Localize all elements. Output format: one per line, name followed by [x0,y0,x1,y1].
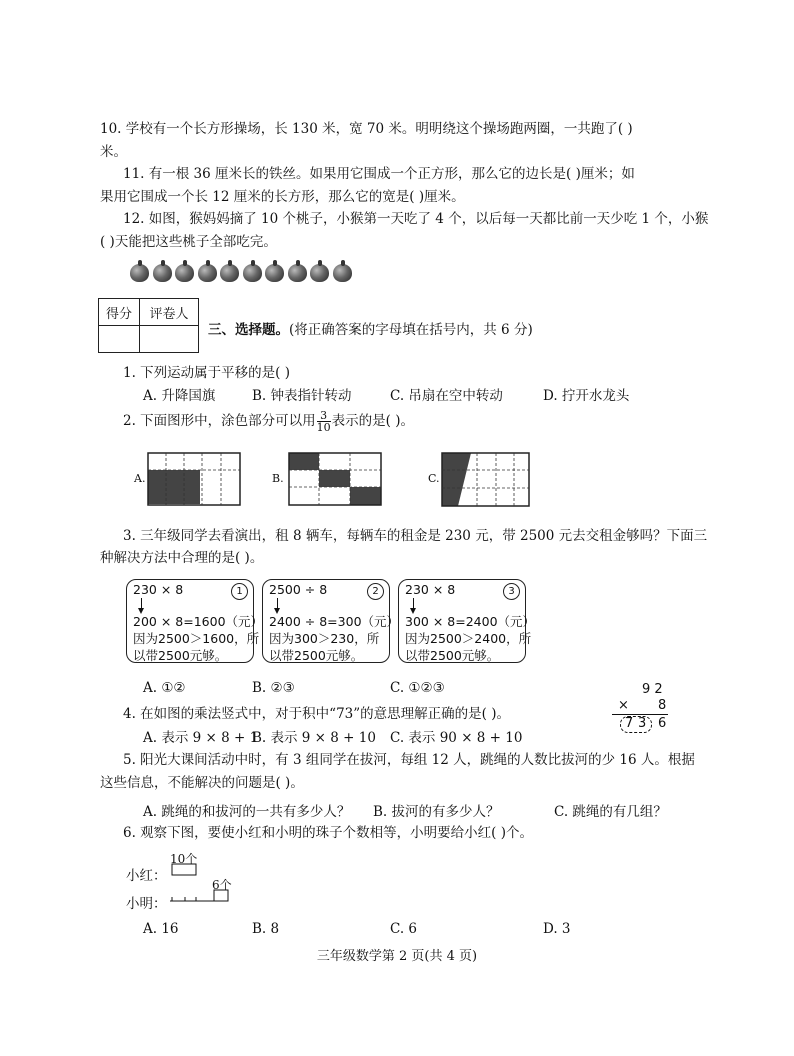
c2-stem [123,410,414,433]
c5-option-b: B. 拔河的有多少人？ [373,804,500,820]
c5-line2: 这些信息，不能解决的问题是( )。 [100,775,304,791]
box3-top: 230 × 8 [405,582,456,597]
vert-top: 9 2 [642,682,663,697]
c3-line1: 3. 三年级同学去看演出，租 8 辆车，每辆车的租金是 230 元，带 2500 元去交租金够吗？下面三 [123,528,708,544]
c1-option-a: A. 升降国旗 [143,388,216,404]
method-box-1 [126,579,264,663]
peach-icon [130,264,149,282]
box2-line3: 因为300＞230，所 [269,631,380,646]
peach-icon [153,264,172,282]
c4-stem: 4. 在如图的乘法竖式中，对于积中“73”的意思理解正确的是( )。 [123,706,510,722]
arrow-icon [413,598,414,612]
arrow-icon [277,598,278,612]
c6-bead-diagram [168,862,238,906]
box2-line4: 以带2500元够。 [269,648,364,663]
vert-bottom: 8 [658,698,667,713]
box3-line3: 因为2500＞2400，所 [405,631,532,646]
q10-line2: 米。 [100,144,127,160]
box2-line2: 2400 ÷ 8=300（元） [269,614,400,629]
c1-option-b: B. 钟表指针转动 [252,388,352,404]
peaches-picture [130,264,355,284]
vertical-multiplication [612,682,672,732]
figure-a [147,452,241,506]
box1-line2: 200 × 8=1600（元） [133,614,264,629]
c4-option-b: B. 表示 9 × 8 + 10 [252,730,376,746]
score-cell [99,326,140,353]
c6-stem: 6. 观察下图，要使小红和小明的珠子个数相等，小明要给小红( )个。 [123,825,533,841]
figure-b [288,452,382,506]
peach-icon [333,264,352,282]
box1-top: 230 × 8 [133,582,184,597]
c5-option-c: C. 跳绳的有几组？ [554,804,667,820]
q12-line2: ( )天能把这些桃子全部吃完。 [100,234,277,250]
box3-line4: 以带2500元够。 [405,648,500,663]
arrow-icon [141,598,142,612]
c1-option-d: D. 拧开水龙头 [543,388,630,404]
figure-c [441,452,531,508]
fraction [317,410,331,433]
box3-line2: 300 × 8=2400（元） [405,614,536,629]
box1-mark: 1 [231,583,248,600]
peach-icon [265,264,284,282]
c1-option-c: C. 吊扇在空中转动 [390,388,503,404]
c2-label-c: C. [428,472,440,485]
peach-icon [243,264,262,282]
score-table [98,298,199,353]
c2-stem-before: 2. 下面图形中，涂色部分可以用 [123,413,316,429]
peach-icon [198,264,217,282]
c4-option-a: A. 表示 9 × 8 + 1 [143,730,259,746]
c5-option-a: A. 跳绳的和拔河的一共有多少人？ [143,804,351,820]
vert-p3: 6 [658,716,667,731]
grader-header: 评卷人 [140,299,199,326]
c6-ming-label: 小明： [126,896,167,912]
c1-stem: 1. 下列运动属于平移的是( ) [123,365,290,381]
grader-cell [140,326,199,353]
c6-ming-count: 6个 [212,878,232,892]
peach-icon [175,264,194,282]
method-box-3 [398,579,536,663]
vert-p1: 7 [625,716,634,731]
q11-line2: 果用它围成一个长 12 厘米的长方形，那么它的宽是( )厘米。 [100,189,465,205]
section-heading: 三、选择题。 [208,322,289,338]
section-desc: (将正确答案的字母填在括号内，共 6 分) [289,322,533,338]
box2-mark: 2 [367,583,384,600]
c2-stem-after: 表示的是( )。 [331,413,414,429]
fraction-denominator: 10 [316,421,331,434]
c6-option-d: D. 3 [543,921,571,937]
c3-option-a: A. ①② [143,680,186,696]
c2-label-b: B. [272,472,284,485]
c3-line2: 种解决方法中合理的是( )。 [100,550,264,566]
shaded-a [148,470,200,504]
section-title [208,318,533,338]
c2-label-a: A. [134,472,146,485]
fraction-numerator: 3 [317,410,331,422]
c4-option-c: C. 表示 90 × 8 + 10 [390,730,523,746]
page-footer: 三年级数学第 2 页(共 4 页) [316,949,478,964]
vert-times: × [618,698,629,713]
q11-line1: 11. 有一根 36 厘米长的铁丝。如果用它围成一个正方形，那么它的边长是( )厘米；如 [123,166,635,182]
c6-option-b: B. 8 [252,921,280,937]
c6-hong-count: 10个 [170,852,198,866]
vert-p2: 3 [638,716,647,731]
peach-icon [288,264,307,282]
vert-rule [612,714,668,715]
box3-mark: 3 [503,583,520,600]
c6-hong-label: 小红： [126,868,167,884]
method-box-2 [262,579,400,663]
box1-line3: 因为2500＞1600，所 [133,631,260,646]
q12-line1: 12. 如图，猴妈妈摘了 10 个桃子，小猴第一天吃了 4 个，以后每一天都比前一天少吃 1 个，小猴 [123,211,709,227]
box2-top: 2500 ÷ 8 [269,582,328,597]
c3-option-b: B. ②③ [252,680,295,696]
peach-icon [220,264,239,282]
score-header: 得分 [99,299,140,326]
c3-option-c: C. ①②③ [390,680,445,696]
c5-line1: 5. 阳光大课间活动中时，有 3 组同学在拔河，每组 12 人，跳绳的人数比拔河的少 16 人。根据 [123,752,695,768]
c6-option-c: C. 6 [390,921,418,937]
c6-option-a: A. 16 [143,921,179,937]
q10-line1: 10. 学校有一个长方形操场，长 130 米，宽 70 米。明明绕这个操场跑两圈，一共跑了( ) [100,121,633,137]
peach-icon [310,264,329,282]
box1-line4: 以带2500元够。 [133,648,228,663]
